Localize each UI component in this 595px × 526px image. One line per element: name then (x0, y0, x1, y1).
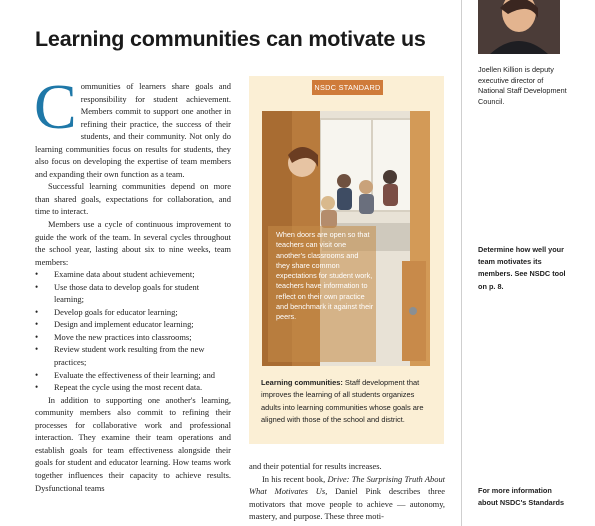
author-portrait-illustration (478, 0, 560, 54)
paragraph-2: Successful learning communities depend on more than shared goals, expectations for collaboration, and time to interact. (35, 181, 231, 217)
intro-paragraph (34, 71, 231, 180)
drop-cap: C (34, 71, 77, 142)
photo-caption: When doors are open so that teachers can visit one another's classrooms and they share common expectations for student work, teachers have information to reflect on their own practice and benchmark it against their peers. (276, 230, 374, 322)
column-2-paragraph-2 (249, 473, 445, 523)
cycle-steps-list (35, 268, 231, 393)
standards-note: For more information about NSDC's Standards (478, 486, 565, 508)
tool-note: Determine how well your team motivates its members. See NSDC tool on p. 8. (478, 245, 566, 291)
paragraph-4: In addition to supporting one another's learning, community members also commit to refining their processes for collaborative work and professional interaction. They examine their team operations and establish goals for team effectiveness alongside their goals for student and educator learning. How teams work together influences their capacity to achieve results. Dysfunctional teams (35, 394, 231, 493)
list-item: • Move the new practices into classrooms; (35, 331, 231, 344)
sidebar-divider (461, 0, 462, 526)
list-item: • Develop goals for educator learning; (35, 306, 231, 319)
author-photo (478, 0, 560, 54)
author-caption: Joellen Killion is deputy executive director of National Staff Development Council. (478, 65, 567, 106)
list-item: • Use those data to develop goals for student learning; (35, 281, 231, 306)
body-column (34, 71, 231, 494)
article-headline: Learning communities can motivate us (35, 27, 426, 51)
list-item: • Review student work resulting from the new practices; (35, 343, 231, 368)
book-title: Drive: The Surprising Truth About What Motivates Us, (249, 473, 446, 497)
p2-end: Daniel Pink describes three motivators that move people to achieve — autonomy, mastery, and purpose. These three moti- (249, 486, 445, 522)
standard-caption-text: Staff development that improves the learning of all students organizes adults into learning communities whose goals are aligned with those of the school and district. (261, 378, 424, 424)
list-item: • Repeat the cycle using the most recent data. (35, 381, 231, 394)
column-2-paragraph-1: and their potential for results increases. (249, 461, 382, 471)
standard-caption (261, 377, 433, 426)
intro-text: ommunities of learners share goals and responsibility for student achievement. Members commit to support one another in refining their practice, the success of their students, and their community. Not only do learning communities focus on results for students, they also focus on developing the expertise of team members and expanding their own function as a team. (35, 81, 231, 179)
column-2 (249, 460, 445, 523)
p2-start: In his recent book, (262, 473, 328, 484)
standard-caption-lead: Learning communities: (261, 378, 343, 387)
standard-label: NSDC STANDARD (312, 80, 383, 95)
classroom-photo (262, 111, 430, 366)
paragraph-3: Members use a cycle of continuous improvement to guide the work of the team. In several cycles throughout the school year, lasting about six to nine weeks, team members: (35, 219, 231, 267)
list-item: • Examine data about student achievement; (35, 268, 231, 281)
list-item: • Evaluate the effectiveness of their learning; and (35, 369, 231, 382)
list-item: • Design and implement educator learning; (35, 318, 231, 331)
standard-sidebar-box (249, 76, 444, 444)
